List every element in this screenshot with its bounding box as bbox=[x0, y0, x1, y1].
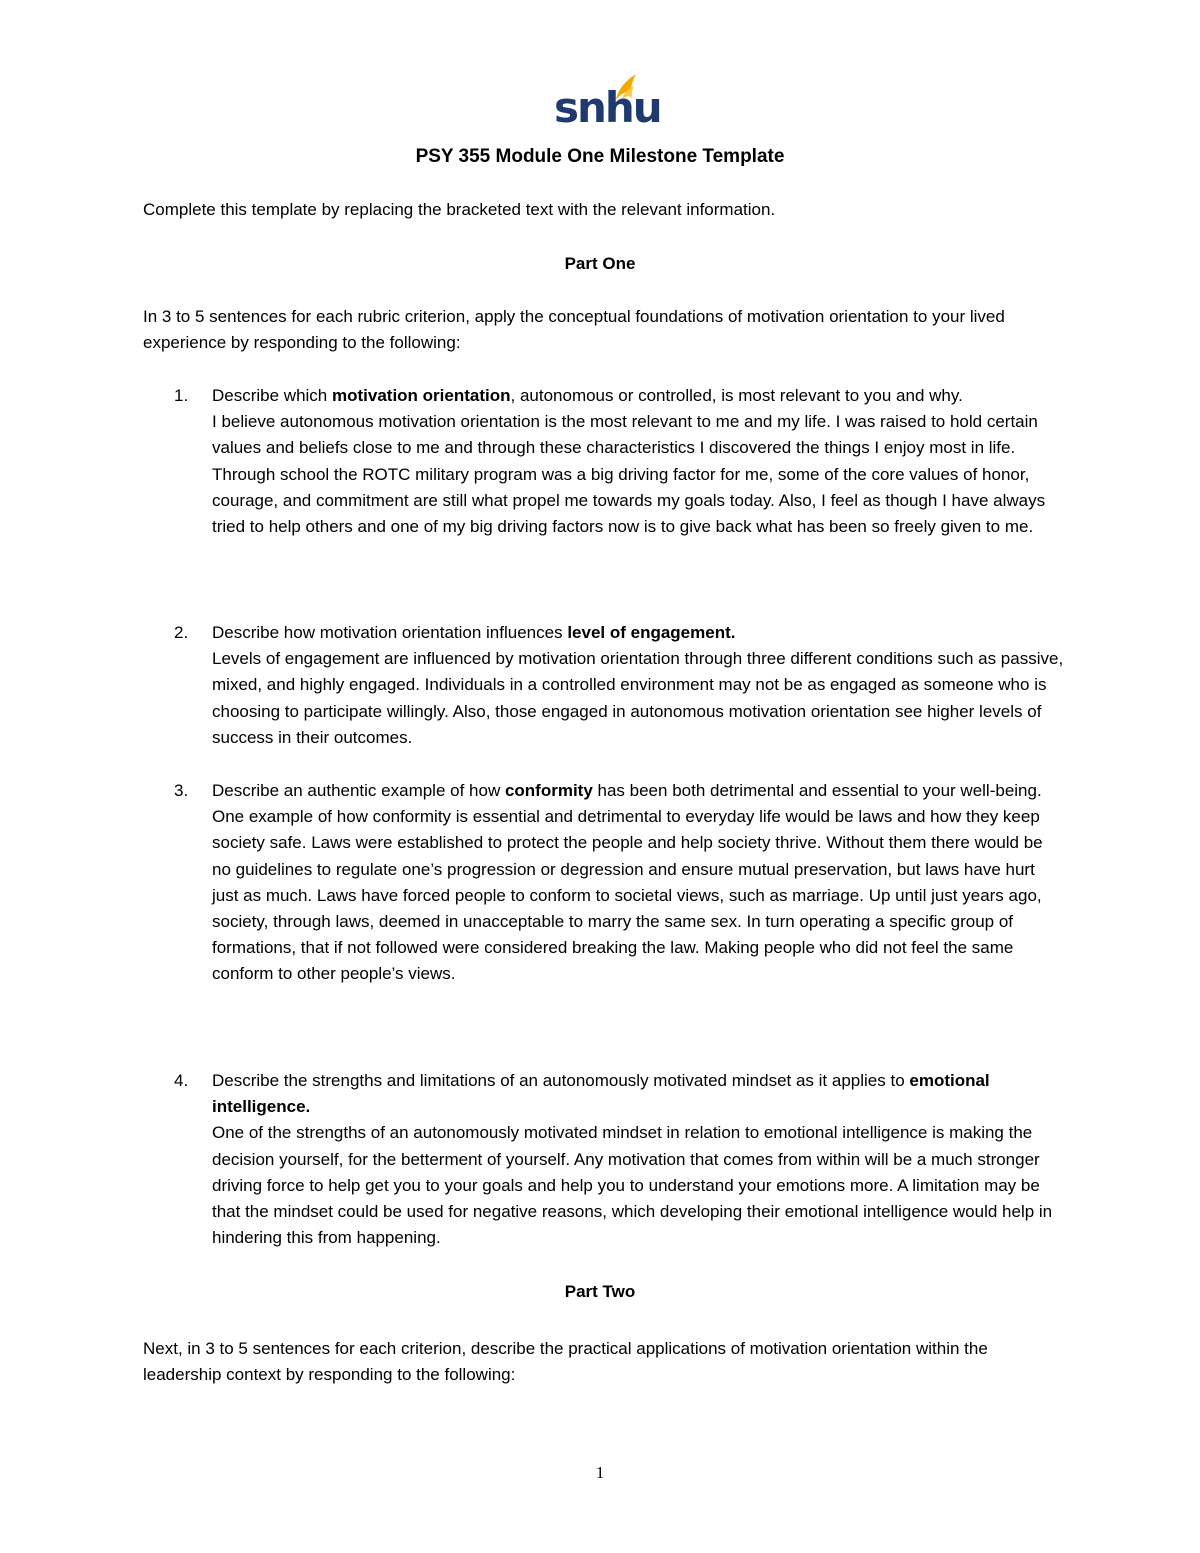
prompt-keyword: emotional intelligence bbox=[212, 1071, 990, 1117]
prompt-text: . bbox=[305, 1097, 311, 1117]
logo-wordmark: snhu bbox=[554, 83, 661, 132]
prompt-text: Describe which bbox=[212, 386, 332, 405]
list-item bbox=[174, 1068, 1064, 1251]
item-answer: Levels of engagement are influenced by motivation orientation through three different conditions such as passive, mixed, and highly engaged. Individuals in a controlled environment may not be as engaged as someone who is choosing to participate willingly. Also, those engaged in autonomous motivation orientation see higher levels of success in their outcomes. bbox=[212, 649, 1064, 747]
part-one-heading: Part One bbox=[564, 254, 636, 273]
prompt-text: Describe an authentic example of how bbox=[212, 781, 505, 800]
page-title: PSY 355 Module One Milestone Template bbox=[415, 146, 785, 167]
part-two-instructions: Next, in 3 to 5 sentences for each criterion, describe the practical applications of motivation orientation within the leadership context by responding to the following: bbox=[143, 1339, 988, 1385]
page-number: 1 bbox=[595, 1463, 605, 1482]
item-answer: One of the strengths of an autonomously motivated mindset in relation to emotional intelligence is making the decision yourself, for the betterment of yourself. Any motivation that comes from within will be a much stronger driving force to help get you to your goals and help you to understand your emotions more. A limitation may be that the mindset could be used for negative reasons, which developing their emotional intelligence would help in hindering this from happening. bbox=[212, 1123, 1053, 1248]
list-item bbox=[174, 620, 1064, 751]
prompt-text: , autonomous or controlled, is most relevant to you and why. bbox=[510, 386, 963, 405]
item-prompt bbox=[212, 383, 1064, 409]
prompt-keyword: conformity bbox=[504, 781, 593, 800]
item-number: 1. bbox=[174, 386, 189, 405]
prompt-keyword: motivation orientation bbox=[332, 386, 511, 405]
list-item bbox=[174, 383, 1064, 540]
prompt-text: . bbox=[730, 623, 736, 642]
item-prompt bbox=[212, 620, 1064, 646]
item-number: 2. bbox=[174, 623, 189, 642]
snhu-logo bbox=[554, 72, 661, 132]
prompt-text: Describe the strengths and limitations of an autonomously motivated mindset as it applies to bbox=[212, 1071, 910, 1090]
part-two-heading: Part Two bbox=[564, 1282, 636, 1301]
item-answer: One example of how conformity is essential and detrimental to everyday life would be laws and how they keep society safe. Laws were established to protect the people and help society thrive. Without them there would be no guidelines to regulate one’s progression or degression and ensure mutual preservation, but laws have hurt just as much. Laws have forced people to conform to societal views, such as marriage. Up until just years ago, society, through laws, deemed in unacceptable to marry the same sex. In turn operating a specific group of formations, that if not followed were considered breaking the law. Making people who did not feel the same conform to other people’s views. bbox=[212, 807, 1043, 984]
part-one-instructions: In 3 to 5 sentences for each rubric criterion, apply the conceptual foundations of motivation orientation to your lived experience by responding to the following: bbox=[143, 307, 1005, 353]
list-item bbox=[174, 778, 1064, 988]
intro-text: Complete this template by replacing the bracketed text with the relevant information. bbox=[143, 200, 776, 219]
prompt-keyword: level of engagement bbox=[567, 623, 731, 642]
item-number: 4. bbox=[174, 1071, 189, 1090]
item-prompt bbox=[212, 778, 1064, 804]
prompt-text: Describe how motivation orientation influences bbox=[212, 623, 568, 642]
item-prompt bbox=[212, 1068, 1064, 1120]
prompt-text: has been both detrimental and essential to your well-being. bbox=[592, 781, 1042, 800]
item-number: 3. bbox=[174, 781, 189, 800]
item-answer: I believe autonomous motivation orientation is the most relevant to me and my life. I was raised to hold certain values and beliefs close to me and through these characteristics I discovered the things I enjoy most in life. Through school the ROTC military program was a big driving factor for me, some of the core values of honor, courage, and commitment are still what propel me towards my goals today. Also, I feel as though I have always tried to help others and one of my big driving factors now is to give back what has been so freely given to me. bbox=[212, 412, 1046, 537]
